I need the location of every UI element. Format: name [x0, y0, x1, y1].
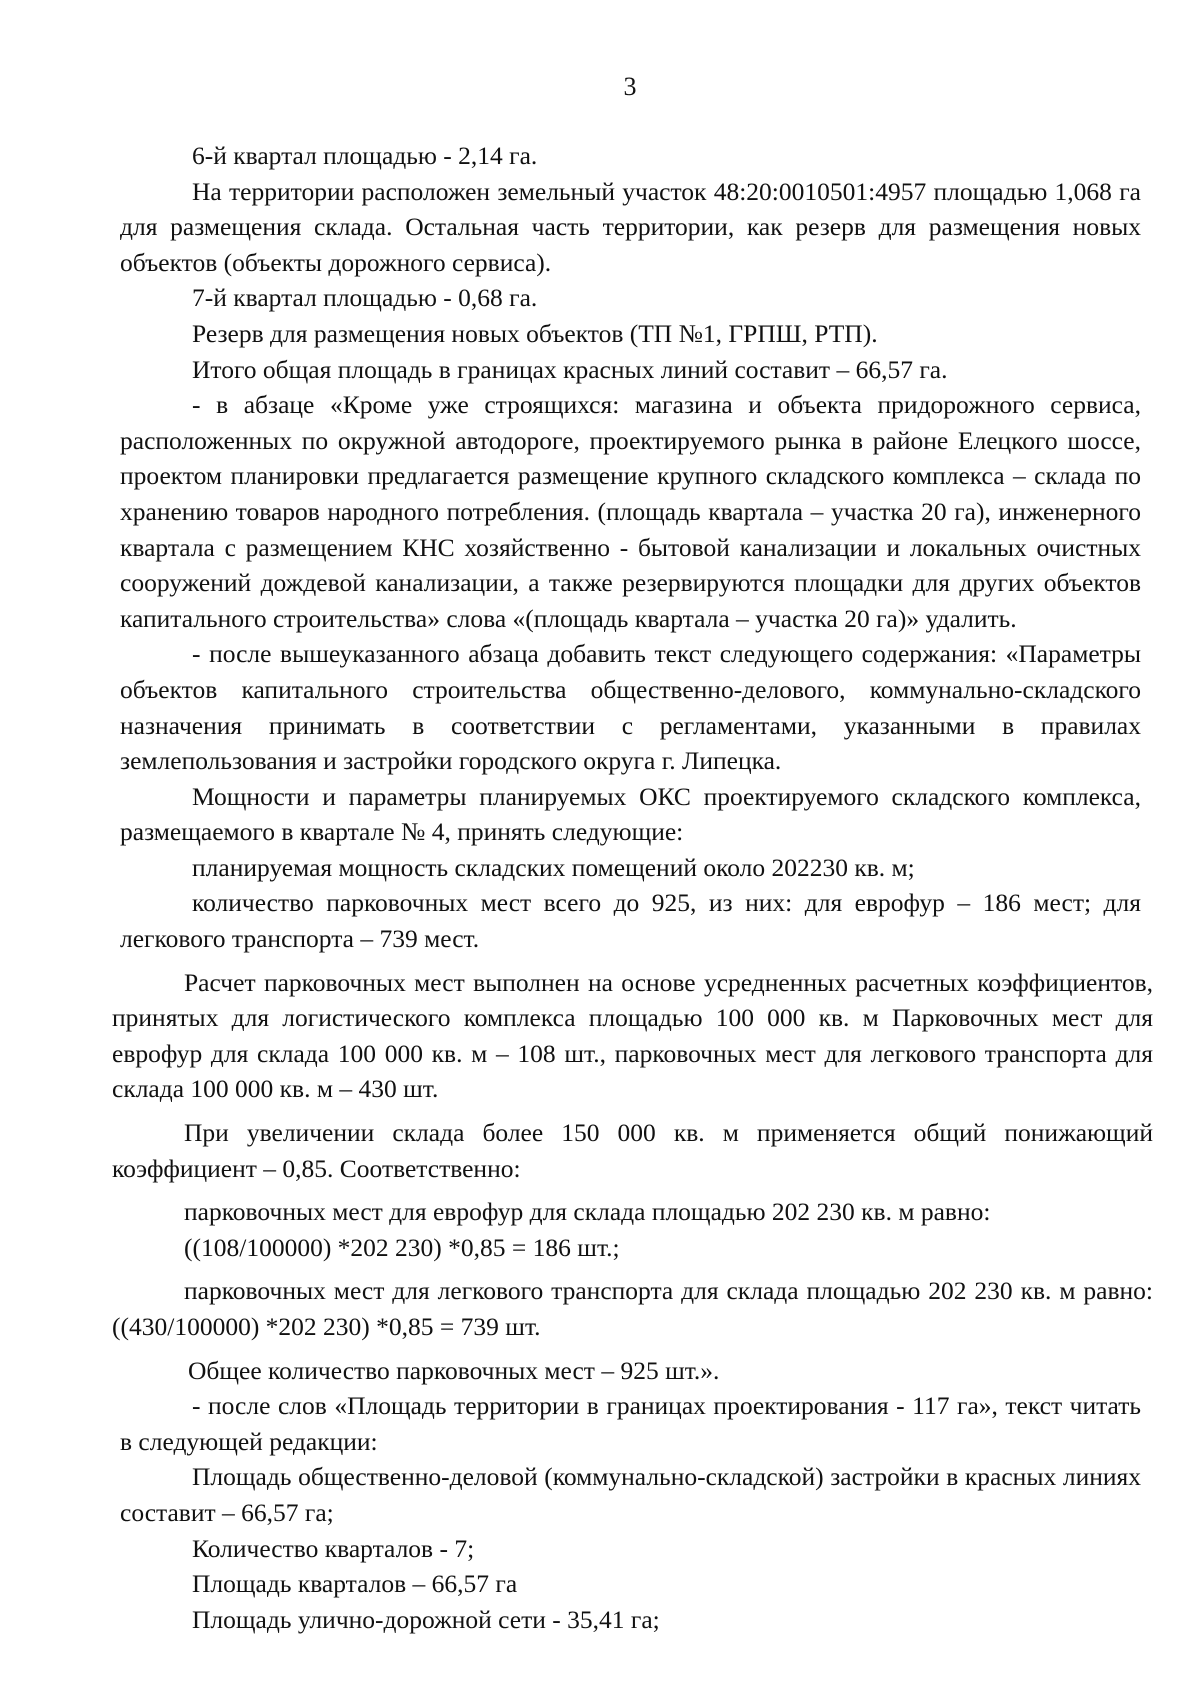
paragraph-amendment-3: - после слов «Площадь территории в границах проектирования - 117 га», текст читать в следующей редакции:	[120, 1391, 1141, 1456]
paragraph-trucks-formula-label: парковочных мест для еврофур для склада площадью 202 230 кв. м равно:	[184, 1197, 991, 1227]
page-number: 3	[623, 72, 637, 101]
paragraph-quarters-area: Площадь кварталов – 66,57 га	[192, 1569, 518, 1599]
paragraph-amendment-2: - после вышеуказанного абзаца добавить текст следующего содержания: «Параметры объектов капитального строительства общественно-делового, коммунально-складского назначения принимать в соответствии с регламентами, указанными в правилах землепользования и застройки городского округа г. Липецка.	[120, 639, 1141, 776]
paragraph-trucks-formula: ((108/100000) *202 230) *0,85 = 186 шт.;	[184, 1232, 620, 1262]
paragraph-warehouse-capacity: планируемая мощность складских помещений около 202230 кв. м;	[192, 852, 915, 882]
paragraph-quarter-6: 6-й квартал площадью - 2,14 га.	[192, 141, 538, 170]
paragraph-quarter-count: Количество кварталов - 7;	[192, 1533, 475, 1563]
document-body	[112, 138, 1153, 1637]
paragraph-total-area: Итого общая площадь в границах красных линий составит – 66,57 га.	[192, 354, 948, 384]
paragraph-road-network: Площадь улично-дорожной сети - 35,41 га;	[192, 1604, 660, 1634]
paragraph-cars-formula: парковочных мест для легкового транспорта для склада площадью 202 230 кв. м равно: ((430/100000) *202 230) *0,85 = 739 шт.	[112, 1276, 1153, 1341]
paragraph-amendment-1: - в абзаце «Кроме уже строящихся: магазина и объекта придорожного сервиса, расположенных по окружной автодороге, проектируемого рынка в районе Елецкого шоссе, проектом планировки предлагается размещение крупного складского комплекса – склада по хранению товаров народного потребления. (площадь квартала – участка 20 га), инженерного квартала с размещением КНС хозяйственно - бытовой канализации и локальных очистных сооружений дождевой канализации, а также резервируются площадки для других объектов капитального строительства» слова «(площадь квартала – участка 20 га)» удалить.	[120, 390, 1141, 633]
paragraph-development-area: Площадь общественно-деловой (коммунально-складской) застройки в красных линиях составит – 66,57 га;	[120, 1462, 1141, 1527]
paragraph-parking-count: количество парковочных мест всего до 925, из них: для еврофур – 186 мест; для легкового транспорта – 739 мест.	[120, 888, 1141, 954]
paragraph-total-parking: Общее количество парковочных мест – 925 шт.».	[188, 1355, 720, 1385]
paragraph-land-plot: На территории расположен земельный участок 48:20:0010501:4957 площадью 1,068 га для размещения склада. Остальная часть территории, как резерв для размещения новых объектов (объекты дорожного сервиса).	[120, 176, 1141, 277]
paragraph-capacity: Мощности и параметры планируемых ОКС проектируемого складского комплекса, размещаемого в квартале № 4, принять следующие:	[120, 781, 1141, 847]
paragraph-quarter-7: 7-й квартал площадью - 0,68 га.	[192, 283, 538, 313]
paragraph-coefficient: При увеличении склада более 150 000 кв. м применяется общий понижающий коэффициент – 0,85. Соответственно:	[112, 1118, 1153, 1183]
paragraph-reserve: Резерв для размещения новых объектов (ТП №1, ГРПШ, РТП).	[192, 318, 878, 348]
paragraph-parking-calc: Расчет парковочных мест выполнен на основе усредненных расчетных коэффициентов, принятых для логистического комплекса площадью 100 000 кв. м Парковочных мест для еврофур для склада 100 000 кв. м – 108 шт., парковочных мест для легкового транспорта для склада 100 000 кв. м – 430 шт.	[112, 967, 1153, 1104]
